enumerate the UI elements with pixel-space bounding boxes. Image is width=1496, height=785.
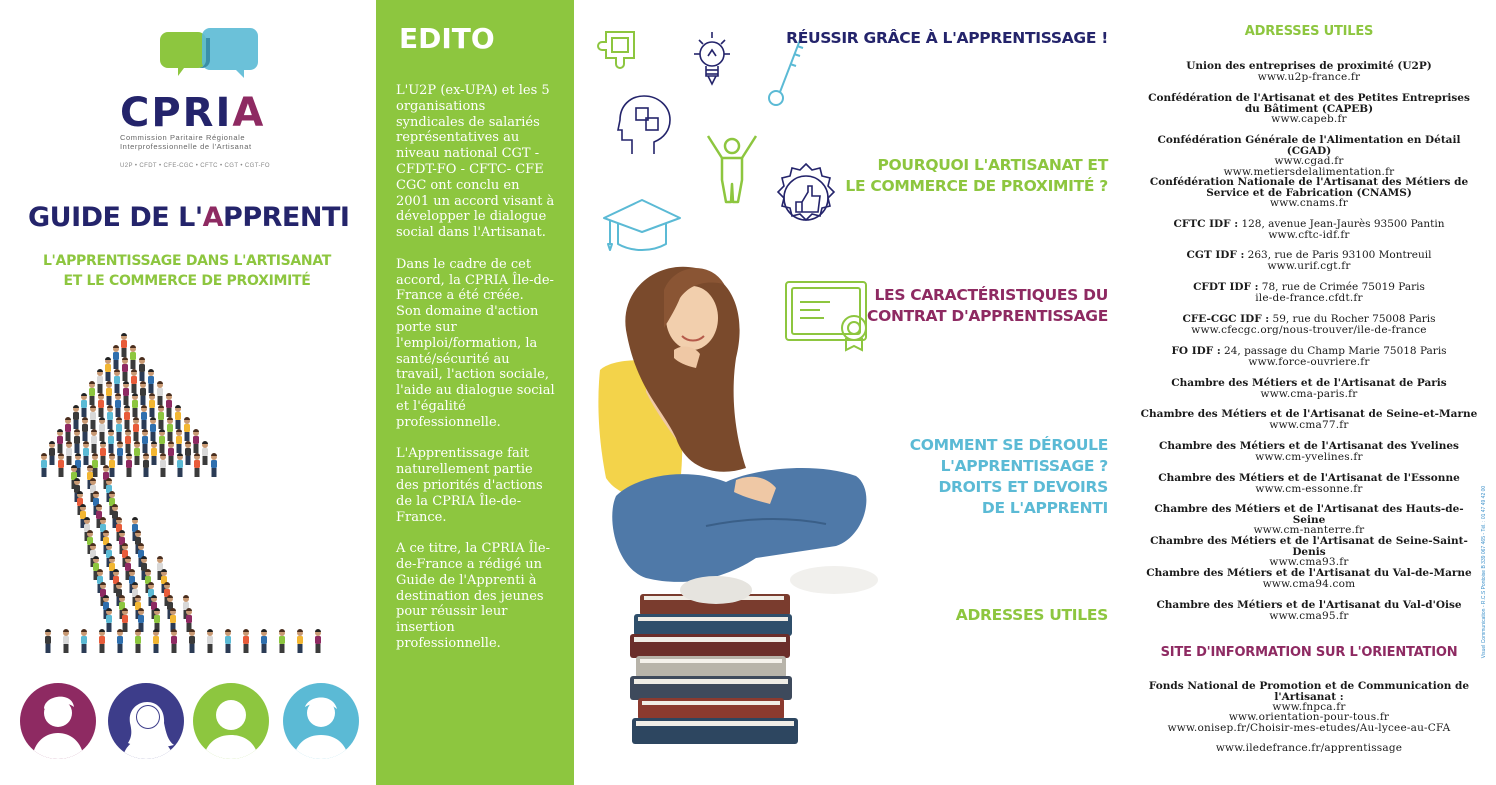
crowd-person-icon: [81, 393, 87, 417]
crowd-person-icon: [153, 629, 159, 653]
edito-paragraph: L'Apprentissage fait naturellement partie des priorités d'actions de la CPRIA Île-de-France.: [396, 446, 543, 525]
address-url-link[interactable]: www.cma93.fr: [1269, 556, 1349, 569]
address-name: Chambre des Métiers et de l'Artisanat des Yvelines: [1159, 440, 1459, 452]
address-block: [1140, 378, 1478, 399]
cpria-subtitle: Commission Paritaire Régionale Interprofessionnelle de l'Artisanat: [120, 133, 252, 151]
crowd-person-icon: [121, 333, 127, 357]
orientation-block: [1140, 681, 1478, 713]
address-url-link[interactable]: www.cm-nanterre.fr: [1253, 524, 1365, 537]
address-block: [1140, 177, 1478, 209]
heading-reussir: RÉUSSIR GRÂCE À L'APPRENTISSAGE !: [786, 29, 1108, 47]
crowd-person-icon: [122, 357, 128, 381]
address-name: Union des entreprises de proximité (U2P): [1186, 60, 1432, 72]
crowd-person-icon: [279, 629, 285, 653]
crowd-person-icon: [142, 429, 148, 453]
heading-caracteristiques: LES CARACTÉRISTIQUES DU CONTRAT D'APPRENTISSAGE: [867, 286, 1108, 325]
address-block: [1140, 441, 1478, 462]
address-name: [1140, 314, 1478, 325]
crowd-person-icon: [176, 429, 182, 453]
address-name: Chambre des Métiers et de l'Artisanat du Val-d'Oise: [1156, 599, 1462, 611]
address-url-link[interactable]: www.cma-paris.fr: [1260, 387, 1358, 400]
address-name: Confédération Générale de l'Alimentation en Détail (CGAD): [1157, 134, 1461, 157]
orientation-title: SITE D'INFORMATION SUR L'ORIENTATION: [1160, 645, 1458, 660]
avatar-man-icon: [193, 683, 269, 759]
crowd-person-icon: [168, 441, 174, 465]
crowd-person-icon: [166, 393, 172, 417]
person-cheering-icon: [700, 130, 764, 206]
address-block: [1140, 504, 1478, 536]
crowd-person-icon: [113, 345, 119, 369]
crowd-person-icon: [58, 453, 64, 477]
crowd-person-icon: [66, 441, 72, 465]
crowd-person-icon: [139, 357, 145, 381]
crowd-person-icon: [167, 417, 173, 441]
orientation-name: Fonds National de Promotion et de Communication de l'Artisanat :: [1148, 680, 1470, 703]
address-name: Chambre des Métiers et de l'Artisanat des Hauts-de-Seine: [1154, 503, 1464, 526]
address-url-link[interactable]: www.cftc-idf.fr: [1268, 228, 1350, 241]
crowd-person-icon: [83, 441, 89, 465]
heading-adresses: ADRESSES UTILES: [955, 606, 1108, 624]
edito-title: EDITO: [399, 22, 495, 55]
crowd-person-icon: [131, 369, 137, 393]
address-block: [1140, 219, 1478, 240]
crowd-person-icon: [175, 405, 181, 429]
crowd-person-icon: [126, 453, 132, 477]
heading-comment: COMMENT SE DÉROULE L'APPRENTISSAGE ? DROITS ET DEVOIRS DE L'APPRENTI: [909, 436, 1108, 517]
crowd-person-icon: [211, 453, 217, 477]
address-street: 24, passage du Champ Marie 75018 Paris: [1220, 345, 1447, 357]
heading-pourquoi: POURQUOI L'ARTISANAT ET LE COMMERCE DE PROXIMITÉ ?: [845, 156, 1108, 195]
address-block: [1140, 282, 1478, 303]
crowd-person-icon: [189, 629, 195, 653]
address-org-label: CGT IDF :: [1186, 249, 1245, 261]
address-org-label: FO IDF :: [1171, 345, 1221, 357]
crowd-person-icon: [81, 629, 87, 653]
crowd-person-icon: [154, 608, 160, 632]
crowd-person-icon: [141, 405, 147, 429]
crowd-person-icon: [149, 393, 155, 417]
crowd-person-icon: [184, 417, 190, 441]
avatar-woman-icon: [283, 683, 359, 759]
crowd-person-icon: [160, 453, 166, 477]
address-name: Chambre des Métiers et de l'Artisanat de l'Essonne: [1158, 472, 1460, 484]
lightbulb-icon: [686, 26, 738, 94]
address-url-link[interactable]: www.cma94.com: [1262, 577, 1356, 590]
address-block: [1140, 346, 1478, 367]
crowd-person-icon: [100, 441, 106, 465]
edito-paragraph: L'U2P (ex-UPA) et les 5 organisations syndicales de salariés représentatives au niveau national CGT - CFDT-FO - CFTC- CFE CGC ont conclu en 2001 un accord visant à développer le dialogue social dans l'Artisanat.: [396, 83, 555, 241]
address-url-link[interactable]: www.urif.cgt.fr: [1267, 259, 1351, 272]
crowd-person-icon: [106, 608, 112, 632]
crowd-person-icon: [185, 441, 191, 465]
address-block: [1140, 250, 1478, 271]
crowd-person-icon: [134, 441, 140, 465]
address-block: [1140, 473, 1478, 494]
address-url-link[interactable]: www.metiersdelalimentation.fr: [1223, 165, 1395, 178]
address-block: [1140, 135, 1478, 177]
cpria-logo-icon: [118, 28, 263, 90]
edito-paragraph: A ce titre, la CPRIA Île-de-France a rédigé un Guide de l'Apprenti à destination des jeunes pour réussir leur insertion professionnelle.: [396, 541, 550, 651]
crowd-person-icon: [115, 393, 121, 417]
crowd-person-icon: [91, 429, 97, 453]
crowd-person-icon: [74, 429, 80, 453]
address-url-link[interactable]: www.cm-yvelines.fr: [1255, 450, 1363, 463]
crowd-person-icon: [114, 369, 120, 393]
address-street: 59, rue du Rocher 75008 Paris: [1269, 313, 1436, 325]
graduation-cap-icon: [600, 196, 684, 254]
crowd-person-icon: [135, 629, 141, 653]
crowd-person-icon: [140, 381, 146, 405]
address-url-link[interactable]: www.cma95.fr: [1269, 609, 1349, 622]
address-block: [1140, 568, 1478, 589]
guide-subtitle: L'APPRENTISSAGE DANS L'ARTISANAT ET LE COMMERCE DE PROXIMITÉ: [42, 253, 332, 289]
crowd-person-icon: [193, 429, 199, 453]
address-block: [1140, 600, 1478, 621]
puzzle-icon: [594, 26, 640, 72]
cpria-orgs: U2P • CFDT • CFE-CGC • CFTC • CGT • CGT-FO: [120, 163, 270, 169]
crowd-person-icon: [49, 441, 55, 465]
orientation-url-link[interactable]: www.iledefrance.fr/apprentissage: [1215, 742, 1403, 754]
crowd-person-icon: [97, 369, 103, 393]
address-url-link[interactable]: www.u2p-france.fr: [1257, 70, 1361, 83]
address-name: Chambre des Métiers et de l'Artisanat de Paris: [1171, 377, 1447, 389]
orientation-block: [1140, 743, 1478, 754]
crowd-person-icon: [89, 381, 95, 405]
crowd-person-icon: [41, 453, 47, 477]
crowd-person-icon: [157, 381, 163, 405]
address-name: Confédération de l'Artisanat et des Petites Entreprises du Bâtiment (CAPEB): [1148, 92, 1470, 115]
avatar-boy-icon: [20, 683, 96, 759]
crowd-person-icon: [82, 417, 88, 441]
edito-body: [396, 83, 556, 667]
guide-title: GUIDE DE L'APPRENTI: [28, 202, 350, 233]
address-url-link[interactable]: www.cnams.fr: [1270, 197, 1348, 210]
orientation-url-link[interactable]: www.fnpca.fr: [1272, 701, 1346, 714]
cpria-wordmark: CPRIA: [120, 90, 266, 136]
address-org-label: CFTC IDF :: [1173, 218, 1239, 230]
crowd-person-icon: [57, 429, 63, 453]
crowd-person-icon: [158, 405, 164, 429]
address-org-label: CFE-CGC IDF :: [1182, 313, 1270, 325]
crowd-person-icon: [130, 345, 136, 369]
address-name: Chambre des Métiers et de l'Artisanat de Seine-et-Marne: [1140, 408, 1478, 420]
orientation-url-link[interactable]: www.orientation-pour-tous.fr: [1228, 711, 1390, 723]
address-url-link[interactable]: www.cma77.fr: [1269, 418, 1349, 431]
crowd-person-icon: [143, 453, 149, 477]
address-name: [1140, 346, 1478, 357]
crowd-person-icon: [98, 393, 104, 417]
address-org-label: CFDT IDF :: [1193, 281, 1259, 293]
avatar-girl-icon: [108, 683, 184, 759]
address-block: [1140, 536, 1478, 568]
address-url-link[interactable]: www.cgad.fr: [1274, 155, 1344, 168]
crowd-person-icon: [171, 629, 177, 653]
addresses-title: ADRESSES UTILES: [1244, 24, 1374, 39]
address-name: [1140, 219, 1478, 230]
head-puzzle-icon: [616, 92, 676, 158]
crowd-person-icon: [116, 417, 122, 441]
crowd-person-icon: [99, 417, 105, 441]
address-name: Chambre des Métiers et de l'Artisanat de Seine-Saint-Denis: [1150, 535, 1468, 558]
edito-paragraph: Son domaine d'action porte sur l'emploi/formation, la santé/sécurité au travail, l'action sociale, l'aide au dialogue social et l'égalité professionnelle.: [396, 304, 555, 430]
crowd-person-icon: [315, 629, 321, 653]
address-url-link[interactable]: www.cfecgc.org/nous-trouver/ile-de-france: [1191, 323, 1427, 336]
address-block: [1140, 93, 1478, 125]
crowd-person-icon: [151, 441, 157, 465]
crowd-person-icon: [117, 629, 123, 653]
crowd-person-icon: [132, 393, 138, 417]
crowd-person-icon: [125, 429, 131, 453]
crowd-person-icon: [261, 629, 267, 653]
address-street: 263, rue de Paris 93100 Montreuil: [1244, 249, 1432, 261]
crowd-person-icon: [150, 417, 156, 441]
address-url-link[interactable]: www.force-ouvriere.fr: [1248, 355, 1370, 368]
crowd-person-icon: [105, 357, 111, 381]
edito-paragraph: Dans le cadre de cet accord, la CPRIA Île-de-France a été créée.: [396, 256, 554, 304]
crowd-person-icon: [133, 417, 139, 441]
crowd-person-icon: [297, 629, 303, 653]
crowd-person-icon: [138, 608, 144, 632]
address-name: [1140, 250, 1478, 261]
crowd-person-icon: [123, 381, 129, 405]
crowd-person-icon: [63, 629, 69, 653]
address-street: 78, rue de Crimée 75019 Paris: [1258, 281, 1425, 293]
address-name: [1140, 282, 1478, 293]
crowd-person-icon: [186, 608, 192, 632]
address-name: Confédération Nationale de l'Artisanat des Métiers de Service et de Fabrication (CNAMS): [1149, 176, 1469, 199]
crowd-person-icon: [170, 608, 176, 632]
crowd-person-icon: [243, 629, 249, 653]
crowd-person-icon: [207, 629, 213, 653]
crowd-person-icon: [194, 453, 200, 477]
address-block: [1140, 314, 1478, 335]
orientation-block: [1140, 712, 1478, 733]
crowd-person-icon: [99, 629, 105, 653]
crowd-person-icon: [177, 453, 183, 477]
crowd-person-icon: [122, 608, 128, 632]
crowd-person-icon: [117, 441, 123, 465]
crowd-person-icon: [73, 405, 79, 429]
crowd-person-icon: [124, 405, 130, 429]
vertical-credit: Visuel Communication - R.C.S Pontoise B 339 067 465 - Tél. : 01 47 49 42 00: [1481, 485, 1487, 659]
address-url-link[interactable]: www.capeb.fr: [1271, 113, 1347, 126]
crowd-person-icon: [106, 381, 112, 405]
crowd-person-icon: [45, 629, 51, 653]
address-block: [1140, 61, 1478, 82]
crowd-person-icon: [109, 453, 115, 477]
address-name: Chambre des Métiers et de l'Artisanat du Val-de-Marne: [1146, 567, 1472, 579]
crowd-person-icon: [202, 441, 208, 465]
crowd-person-icon: [148, 369, 154, 393]
address-block: [1140, 409, 1478, 430]
crowd-person-icon: [108, 429, 114, 453]
crowd-person-icon: [107, 405, 113, 429]
crowd-person-icon: [225, 629, 231, 653]
address-url-link[interactable]: ile-de-france.cfdt.fr: [1255, 291, 1363, 304]
address-url-link[interactable]: www.cm-essonne.fr: [1255, 482, 1363, 495]
crowd-person-icon: [90, 405, 96, 429]
crowd-person-icon: [65, 417, 71, 441]
crowd-person-icon: [159, 429, 165, 453]
orientation-url-link[interactable]: www.onisep.fr/Choisir-mes-etudes/Au-lycee-au-CFA: [1167, 721, 1451, 734]
crowd-arrow-illustration: [30, 330, 340, 665]
address-street: 128, avenue Jean-Jaurès 93500 Pantin: [1238, 218, 1445, 230]
